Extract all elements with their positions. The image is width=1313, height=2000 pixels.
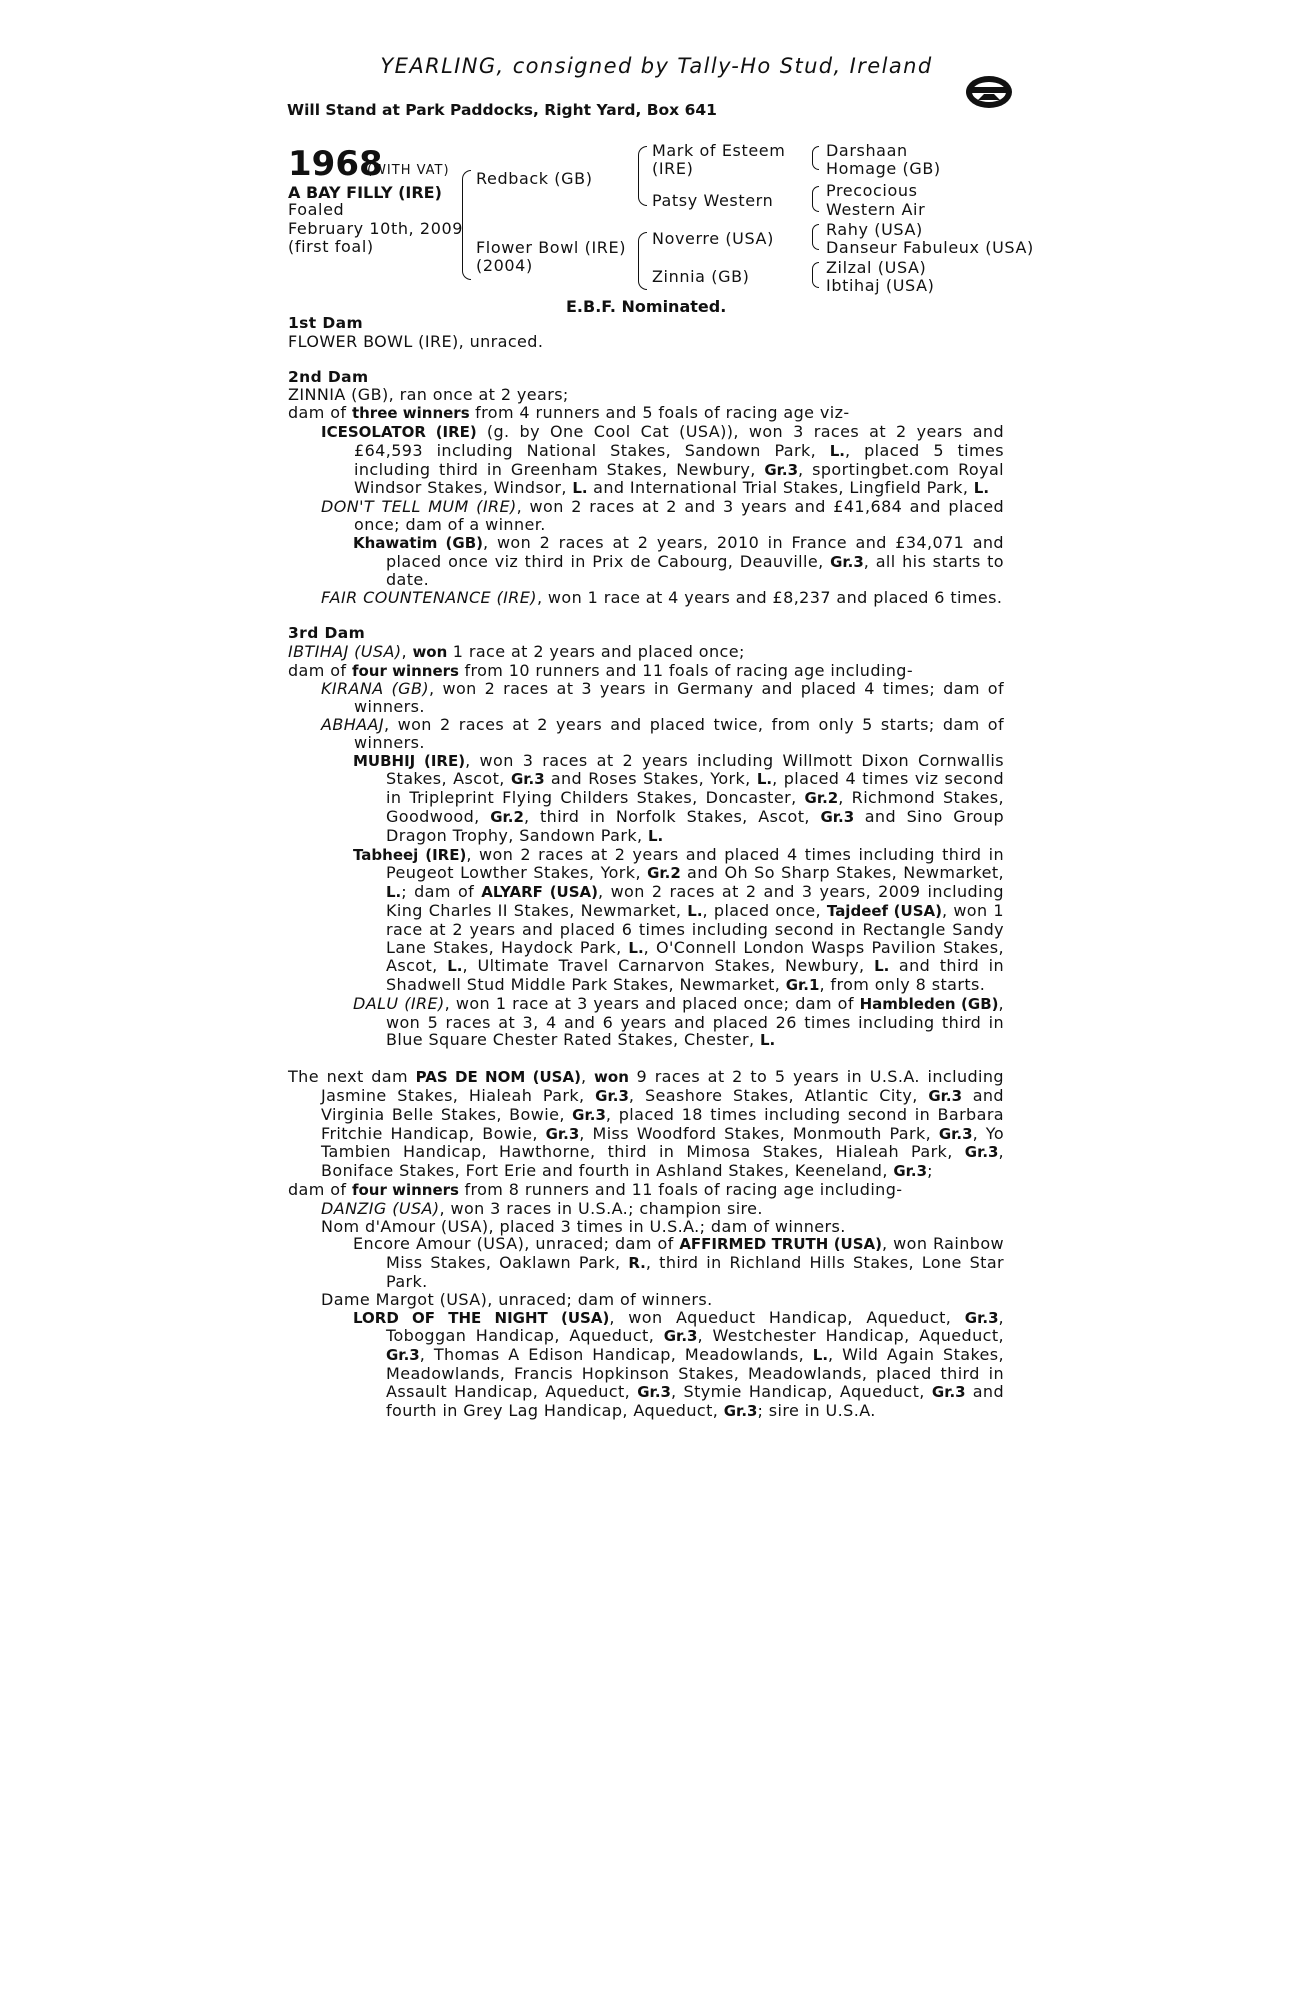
third-dam-summary: dam of four winners from 10 runners and 11 foals of racing age including- [288,660,914,680]
stand-location: Will Stand at Park Paddocks, Right Yard, Box 641 [287,101,717,119]
second-dam-summary: dam of three winners from 4 runners and 5 foals of racing age viz- [288,403,850,423]
progeny-danzig: DANZIG (USA), won 3 races in U.S.A.; champion sire. [321,1198,763,1218]
next-dam-summary: dam of four winners from 8 runners and 11 foals of racing age including- [288,1180,903,1200]
progeny-dame-margot: Dame Margot (USA), unraced; dam of winners. [321,1289,713,1309]
foaled-label: Foaled [288,200,345,219]
ggs-brace-2 [812,186,819,212]
dam-brace [638,232,647,290]
next-dam-pas-de-nom: The next dam PAS DE NOM (USA), won 9 races at 2 to 5 years in U.S.A. including Jasmine Stakes, Hialeah Park, Gr.3, Seashore Stakes, Atlantic City, Gr.3 and Virginia Belle Stakes, Bowie, Gr.3, placed 18 times including second in Barbara Fritchie Handicap, Bowie, Gr.3, Miss Woodford Stakes, Monmouth Park, Gr.3, Yo Tambien Handicap, Hawthorne, third in Mimosa Stakes, Hialeah Park, Gr.3, Boniface Stakes, Fort Erie and fourth in Ashland Stakes, Keeneland, Gr.3; [288,1067,1005,1181]
ggs-brace-3 [812,224,819,250]
third-dam-heading: 3rd Dam [288,623,366,642]
lot-description: A BAY FILLY (IRE) [288,183,442,202]
pedigree-sire: Redback (GB) [476,169,593,188]
lot-number: 1968 [288,144,383,184]
stud-logo-icon [964,70,1014,110]
foal-note: (first foal) [288,237,374,256]
progeny-fair-countenance: FAIR COUNTENANCE (IRE), won 1 race at 4 years and £8,237 and placed 6 times. [321,588,1003,608]
progeny-dont-tell-mum: DON'T TELL MUM (IRE), won 2 races at 2 and 3 years and £41,684 and placed once; dam of a winner. [321,497,1004,534]
third-dam-intro: IBTIHAJ (USA), won 1 race at 2 years and placed once; [288,641,745,661]
pedigree-dam: Flower Bowl (IRE) [476,238,627,257]
pedigree-granddam-2: Zinnia (GB) [652,267,750,286]
pedigree-granddam-1: Patsy Western [652,191,774,210]
pedigree-grandsire-1: Mark of Esteem [652,141,786,160]
progeny-nom-damour: Nom d'Amour (USA), placed 3 times in U.S.A.; dam of winners. [321,1216,846,1236]
progeny-tabheej: Tabheej (IRE), won 2 races at 2 years and placed 4 times including third in Peugeot Lowther Stakes, York, Gr.2 and Oh So Sharp Stakes, Newmarket, L.; dam of ALYARF (USA), won 2 races at 2 and 3 years, 2009 including King Charles II Stakes, Newmarket, L., placed once, Tajdeef (USA), won 1 race at 2 years and placed 6 times including second in Rectangle Sandy Lane Stakes, Haydock Park, L., O'Connell London Wasps Pavilion Stakes, Ascot, L., Ultimate Travel Carnarvon Stakes, Newbury, L. and third in Shadwell Stud Middle Park Stakes, Newmarket, Gr.1, from only 8 starts. [353,844,1005,995]
progeny-mubhij: MUBHIJ (IRE), won 3 races at 2 years including Willmott Dixon Cornwallis Stakes, Ascot, Gr.3 and Roses Stakes, York, L., placed 4 times viz second in Tripleprint Flying Childers Stakes, Doncaster, Gr.2, Richmond Stakes, Goodwood, Gr.2, third in Norfolk Stakes, Ascot, Gr.3 and Sino Group Dragon Trophy, Sandown Park, L. [353,750,1005,845]
foaled-date: February 10th, 2009 [288,219,464,238]
ggs-brace-4 [812,262,819,288]
first-dam-heading: 1st Dam [288,314,364,332]
pedigree-ggs-4: Western Air [826,200,926,219]
pedigree-ggs-1: Darshaan [826,141,908,160]
progeny-khawatim: Khawatim (GB), won 2 races at 2 years, 2010 in France and £34,071 and placed once viz third in Prix de Cabourg, Deauville, Gr.3, all his starts to date. [353,532,1005,590]
progeny-icesolator: ICESOLATOR (IRE) (g. by One Cool Cat (USA)), won 3 races at 2 years and £64,593 including National Stakes, Sandown Park, L., placed 5 times including third in Greenham Stakes, Newbury, Gr.3, sportingbet.com Royal Windsor Stakes, Windsor, L. and International Trial Stakes, Lingfield Park, L. [321,421,1004,498]
pedigree-grandsire-2: Noverre (USA) [652,229,774,248]
pedigree-ggs-3: Precocious [826,181,918,200]
pedigree-brace [462,170,471,280]
progeny-abhaaj: ABHAAJ, won 2 races at 2 years and placed twice, from only 5 starts; dam of winners. [321,714,1004,752]
progeny-lord-of-the-night: LORD OF THE NIGHT (USA), won Aqueduct Handicap, Aqueduct, Gr.3, Toboggan Handicap, Aqueduct, Gr.3, Westchester Handicap, Aqueduct, Gr.3, Thomas A Edison Handicap, Meadowlands, L., Wild Again Stakes, Meadowlands, Francis Hopkinson Stakes, Meadowlands, placed third in Assault Handicap, Aqueduct, Gr.3, Stymie Handicap, Aqueduct, Gr.3 and fourth in Grey Lag Handicap, Aqueduct, Gr.3; sire in U.S.A. [353,1307,1005,1420]
catalogue-title: YEARLING, consigned by Tally-Ho Stud, Ireland [380,54,933,78]
sire-brace [638,146,647,206]
second-dam-intro: ZINNIA (GB), ran once at 2 years; [288,385,569,405]
second-dam-heading: 2nd Dam [288,367,369,386]
progeny-encore-amour: Encore Amour (USA), unraced; dam of AFFIRMED TRUTH (USA), won Rainbow Miss Stakes, Oaklawn Park, R., third in Richland Hills Stakes, Lone Star Park. [353,1234,1004,1292]
pedigree-ggs-8: Ibtihaj (USA) [826,276,935,295]
pedigree-ggs-7: Zilzal (USA) [826,258,927,277]
ebf-nominated: E.B.F. Nominated. [566,297,727,316]
ggs-brace-1 [812,146,819,170]
pedigree-ggs-6: Danseur Fabuleux (USA) [826,238,1034,257]
pedigree-ggs-5: Rahy (USA) [826,220,923,239]
produce-record [288,315,1004,1420]
pedigree-grandsire-1-country: (IRE) [652,159,694,178]
progeny-dalu: DALU (IRE), won 1 race at 3 years and placed once; dam of Hambleden (GB), won 5 races at 3, 4 and 6 years and placed 26 times including third in Blue Square Chester Rated Stakes, Chester, L. [353,993,1004,1050]
progeny-kirana: KIRANA (GB), won 2 races at 3 years in Germany and placed 4 times; dam of winners. [321,679,1004,717]
pedigree-ggs-2: Homage (GB) [826,159,941,178]
first-dam-text: FLOWER BOWL (IRE), unraced. [288,331,544,351]
vat-note: (WITH VAT) [367,163,450,178]
pedigree-dam-year: (2004) [476,256,533,275]
